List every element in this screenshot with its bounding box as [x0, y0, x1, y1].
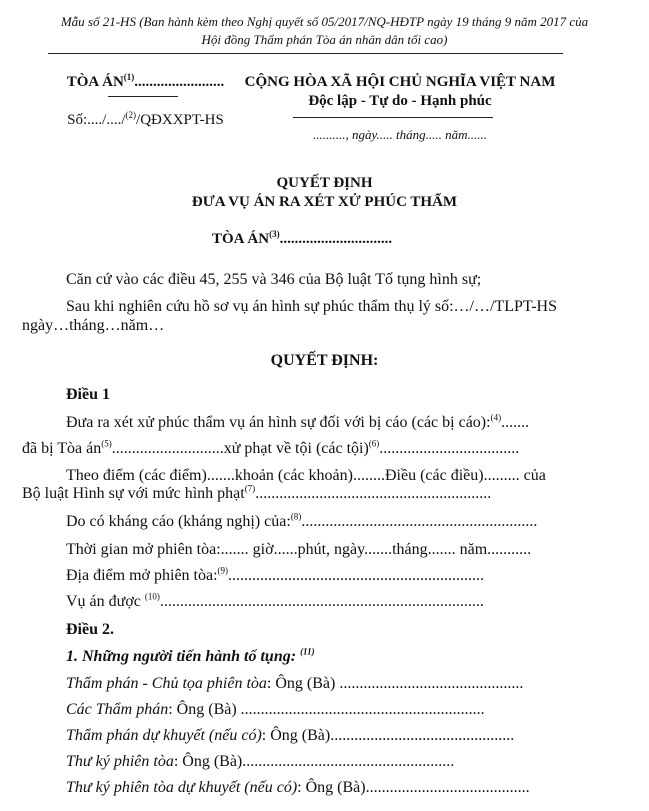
- a1-line2a: đã bị Tòa án: [22, 440, 102, 457]
- study-line-1: Sau khi nghiên cứu hồ sơ vụ án hình sự phúc thẩm thụ lý số:…/…/TLPT-HS: [66, 298, 557, 315]
- a1-dots1: .......: [501, 414, 530, 431]
- court-label: TÒA ÁN: [66, 74, 124, 90]
- a1-sup5: (5): [101, 438, 112, 449]
- a1-line1-text: Đưa ra xét xử phúc thẩm vụ án hình sự đối với bị cáo (các bị cáo):: [66, 414, 491, 431]
- procedure-persons-heading: [66, 648, 315, 666]
- p1-rest: : Ông (Bà) ..............................................: [266, 675, 524, 692]
- title-court: [212, 231, 392, 248]
- title-court-label: TÒA ÁN: [212, 231, 270, 247]
- a1-place-text: Địa điểm mở phiên tòa:: [66, 567, 218, 584]
- study-line-2: ngày…tháng…năm…: [22, 317, 165, 334]
- hearing-time-line: Thời gian mở phiên tòa:....... giờ......phút, ngày.......tháng....... năm...........: [66, 541, 532, 558]
- a1-dots7: .................................................................................: [159, 593, 484, 610]
- case-type-line: [66, 593, 484, 611]
- decision-number: [48, 112, 243, 129]
- decision-number-prefix: Số:..../..../: [67, 112, 126, 128]
- p5-rest: : Ông (Bà).........................................: [297, 779, 530, 796]
- decision-heading: QUYẾT ĐỊNH:: [270, 352, 379, 369]
- a1-sup8: (8): [290, 511, 302, 522]
- hearing-place-line: [66, 567, 484, 585]
- reserve-judge-line: [66, 727, 514, 745]
- a1-dots4: ...........................................................: [255, 485, 492, 502]
- a1-line4-text: Bộ luật Hình sự với mức hình phạt: [22, 485, 245, 502]
- decision-number-suffix: /QĐXXPT-HS: [136, 112, 224, 128]
- doc-subtitle: ĐƯA VỤ ÁN RA XÉT XỬ PHÚC THẨM: [191, 194, 458, 210]
- court-sup: (1): [123, 72, 135, 82]
- court-underline: [108, 96, 178, 97]
- a1-dots5: ...........................................................: [301, 513, 538, 530]
- place-date-line: .........., ngày..... tháng..... năm......: [312, 127, 488, 142]
- title-court-dots: ..............................: [279, 231, 393, 247]
- article-2-heading: Điều 2.: [66, 621, 114, 638]
- article-1-line-3: Theo điểm (các điểm).......khoản (các khoản)........Điều (các điều)......... của: [66, 467, 546, 484]
- court-dots: ........................: [134, 74, 225, 90]
- p3-label: Thẩm phán dự khuyết (nếu có): [66, 727, 262, 744]
- title-court-sup: (3): [269, 229, 280, 239]
- presiding-judge-line: [66, 675, 523, 693]
- p3-rest: : Ông (Bà)..............................................: [261, 727, 515, 744]
- article-1-line-4: [22, 485, 491, 503]
- decision-number-sup: (2): [125, 110, 137, 120]
- a1-sup7: (7): [244, 483, 256, 494]
- article-1-line-1: [66, 414, 529, 432]
- a1-appeal-text: Do có kháng cáo (kháng nghị) của:: [66, 513, 291, 530]
- doc-title: QUYẾT ĐỊNH: [276, 175, 373, 191]
- a1-sup10: (10): [144, 591, 160, 602]
- national-motto: CỘNG HÒA XÃ HỘI CHỦ NGHĨA VIỆT NAM: [244, 74, 556, 90]
- p2-rest: : Ông (Bà) .............................................................: [168, 701, 485, 718]
- a1-dots6: ................................................................: [228, 567, 485, 584]
- p4-rest: : Ông (Bà).....................................................: [173, 753, 455, 770]
- a1-dots2: ...................................: [379, 440, 520, 457]
- reserve-clerk-line: [66, 779, 530, 797]
- a1-case-text: Vụ án được: [66, 593, 145, 610]
- judges-line: [66, 701, 485, 719]
- form-note-line1: Mẫu số 21-HS (Ban hành kèm theo Nghị quyết số 05/2017/NQ-HĐTP ngày 19 tháng 9 năm 2017 của: [60, 14, 589, 29]
- article-1-heading: Điều 1: [66, 386, 110, 403]
- legal-basis: Căn cứ vào các điều 45, 255 và 346 của Bộ luật Tố tụng hình sự;: [66, 271, 482, 288]
- p5-label: Thư ký phiên tòa dự khuyết (nếu có): [66, 779, 298, 796]
- a2-sup11: (11): [300, 646, 315, 657]
- p2-label: Các Thẩm phán: [66, 701, 169, 718]
- clerk-line: [66, 753, 454, 771]
- note-divider: [48, 53, 563, 54]
- p4-label: Thư ký phiên tòa: [66, 753, 174, 770]
- court-header: [48, 74, 243, 91]
- motto-underline: [293, 117, 493, 118]
- article-1-line-2: [22, 440, 519, 458]
- a1-line2b: ............................xử phạt về tội (các tội): [111, 440, 369, 457]
- p1-label: Thẩm phán - Chủ tọa phiên tòa: [66, 675, 267, 692]
- appeal-line: [66, 513, 537, 531]
- a2-heading-text: 1. Những người tiến hành tố tụng:: [66, 648, 301, 665]
- a1-sup4: (4): [490, 412, 502, 423]
- national-slogan: Độc lập - Tự do - Hạnh phúc: [308, 93, 492, 109]
- a1-sup6: (6): [368, 438, 380, 449]
- form-note-line2: Hội đồng Thẩm phán Tòa án nhân dân tối cao): [201, 32, 448, 47]
- a1-sup9: (9): [217, 565, 229, 576]
